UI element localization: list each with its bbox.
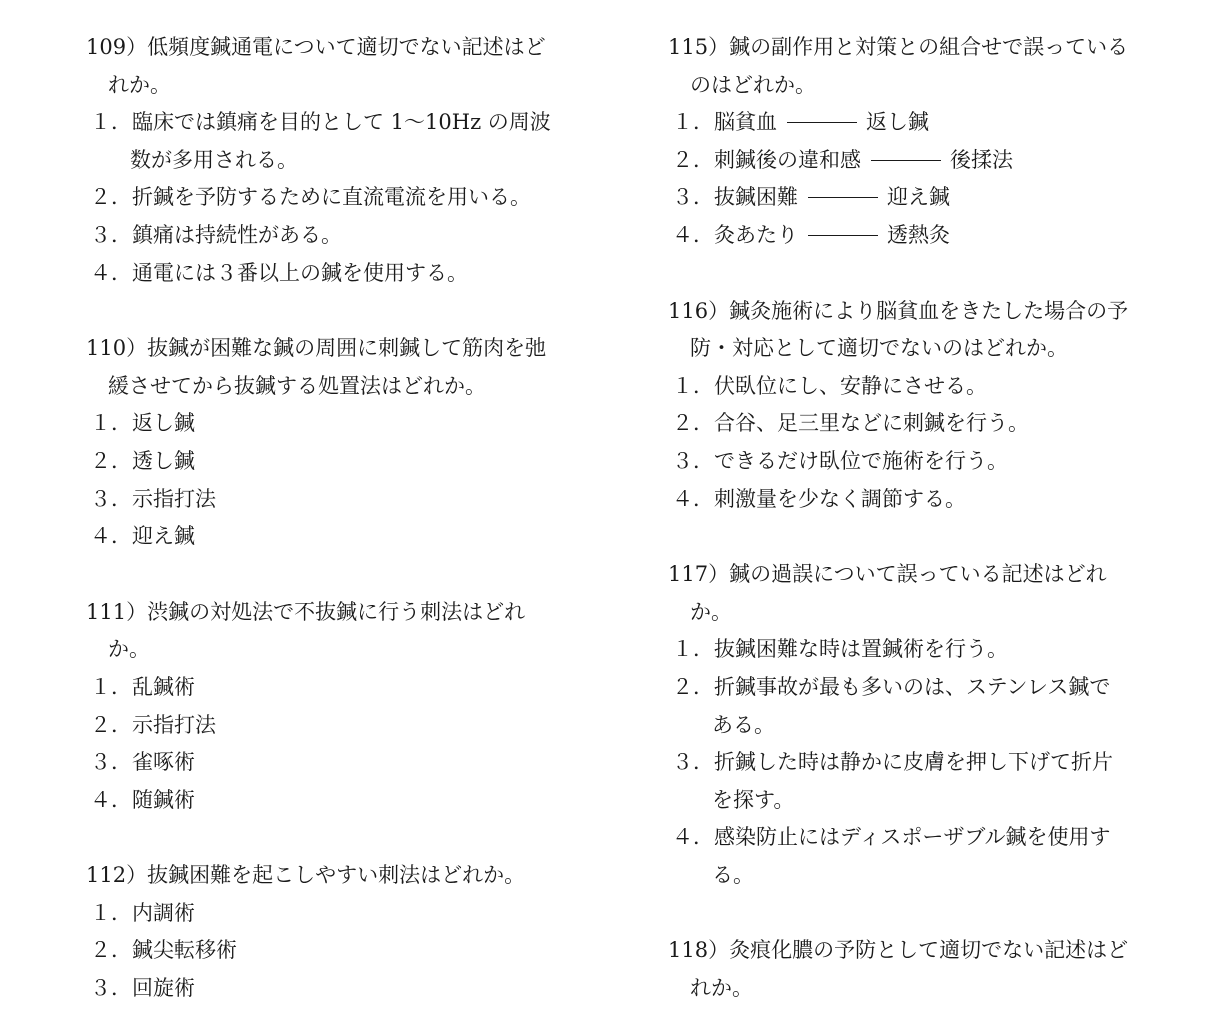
option-2[interactable]: ２． 鍼尖転移術 bbox=[90, 938, 237, 963]
question-stem: 116） 鍼灸施術により脳貧血をきたした場合の予 bbox=[668, 293, 1188, 331]
option-1[interactable]: １． 抜鍼困難な時は置鍼術を行う。 bbox=[672, 637, 1008, 662]
question-112 bbox=[86, 857, 586, 1007]
option-2-continued: ある。 bbox=[712, 712, 775, 737]
question-number: 117） bbox=[668, 562, 730, 587]
option-4[interactable]: ４． 迎え鍼 bbox=[90, 524, 195, 549]
question-stem: 118） 灸痕化膿の予防として適切でない記述はど bbox=[668, 932, 1188, 970]
option-4[interactable]: ４． 感染防止にはディスポーザブル鍼を使用す bbox=[672, 825, 1111, 850]
question-stem: 111） 渋鍼の対処法で不抜鍼に行う刺法はどれ bbox=[86, 594, 586, 632]
option-3[interactable]: ３． 回旋術 bbox=[90, 976, 195, 1001]
question-stem-continued: のはどれか。 bbox=[690, 72, 816, 97]
question-stem: 115） 鍼の副作用と対策との組合せで誤っている bbox=[668, 29, 1188, 67]
option-1[interactable]: １． 返し鍼 bbox=[90, 411, 195, 436]
option-1-continued: 数が多用される。 bbox=[130, 147, 298, 172]
option-3[interactable]: ３． 抜鍼困難 迎え鍼 bbox=[672, 185, 950, 210]
option-1[interactable]: １． 乱鍼術 bbox=[90, 674, 195, 699]
question-117 bbox=[668, 556, 1188, 894]
question-stem: 112） 抜鍼困難を起こしやすい刺法はどれか。 bbox=[86, 857, 586, 895]
question-stem-continued: 防・対応として適切でないのはどれか。 bbox=[690, 336, 1068, 361]
option-3[interactable]: ３． 鎮痛は持続性がある。 bbox=[90, 222, 342, 247]
pairing-dash bbox=[787, 122, 857, 123]
option-4[interactable]: ４． 灸あたり 透熱灸 bbox=[672, 222, 950, 247]
question-111 bbox=[86, 594, 586, 820]
option-3[interactable]: ３． できるだけ臥位で施術を行う。 bbox=[672, 448, 1008, 473]
option-3[interactable]: ３． 折鍼した時は静かに皮膚を押し下げて折片 bbox=[672, 750, 1113, 775]
option-2[interactable]: ２． 示指打法 bbox=[90, 712, 216, 737]
pairing-dash bbox=[871, 160, 941, 161]
question-stem: 109） 低頻度鍼通電について適切でない記述はど bbox=[86, 29, 586, 67]
question-stem-continued: れか。 bbox=[690, 976, 753, 1001]
pairing-dash bbox=[808, 197, 878, 198]
question-109 bbox=[86, 29, 586, 292]
pairing-dash bbox=[808, 235, 878, 236]
question-116 bbox=[668, 293, 1188, 519]
question-number: 115） bbox=[668, 35, 730, 59]
question-stem-continued: か。 bbox=[108, 637, 150, 662]
option-2[interactable]: ２． 折鍼を予防するために直流電流を用いる。 bbox=[90, 185, 531, 210]
question-stem: 110） 抜鍼が困難な鍼の周囲に刺鍼して筋肉を弛 bbox=[86, 330, 586, 368]
question-stem-continued: か。 bbox=[690, 599, 732, 624]
question-stem-continued: れか。 bbox=[108, 72, 171, 97]
option-2[interactable]: ２． 合谷、足三里などに刺鍼を行う。 bbox=[672, 411, 1029, 436]
option-3[interactable]: ３． 示指打法 bbox=[90, 486, 216, 511]
option-4[interactable]: ４． 刺激量を少なく調節する。 bbox=[672, 486, 966, 511]
question-number: 118） bbox=[668, 938, 730, 963]
left-column bbox=[86, 29, 586, 1008]
option-2[interactable]: ２． 刺鍼後の違和感 後揉法 bbox=[672, 147, 1013, 172]
option-3-continued: を探す。 bbox=[712, 787, 795, 812]
question-110 bbox=[86, 330, 586, 556]
option-4[interactable]: ４． 通電には３番以上の鍼を使用する。 bbox=[90, 260, 468, 285]
option-1[interactable]: １． 脳貧血 返し鍼 bbox=[672, 110, 929, 135]
option-1[interactable]: １． 伏臥位にし、安静にさせる。 bbox=[672, 373, 987, 398]
question-number: 109） bbox=[86, 35, 148, 59]
question-stem-continued: 緩させてから抜鍼する処置法はどれか。 bbox=[108, 373, 486, 398]
right-column bbox=[668, 29, 1188, 1008]
option-2[interactable]: ２． 折鍼事故が最も多いのは、ステンレス鍼で bbox=[672, 674, 1111, 699]
option-4[interactable]: ４． 随鍼術 bbox=[90, 787, 195, 812]
option-1[interactable]: １． 臨床では鎮痛を目的として 1～10Hz の周波 bbox=[90, 110, 551, 135]
option-2[interactable]: ２． 透し鍼 bbox=[90, 448, 195, 473]
option-1[interactable]: １． 内調術 bbox=[90, 900, 195, 925]
option-4-continued: る。 bbox=[712, 862, 754, 887]
question-number: 110） bbox=[86, 336, 148, 361]
question-number: 112） bbox=[86, 863, 148, 888]
question-number: 116） bbox=[668, 298, 730, 323]
question-115 bbox=[668, 29, 1188, 255]
question-stem: 117） 鍼の過誤について誤っている記述はどれ bbox=[668, 556, 1188, 594]
question-118 bbox=[668, 932, 1188, 1007]
question-number: 111） bbox=[86, 599, 148, 624]
option-3[interactable]: ３． 雀啄術 bbox=[90, 750, 195, 775]
